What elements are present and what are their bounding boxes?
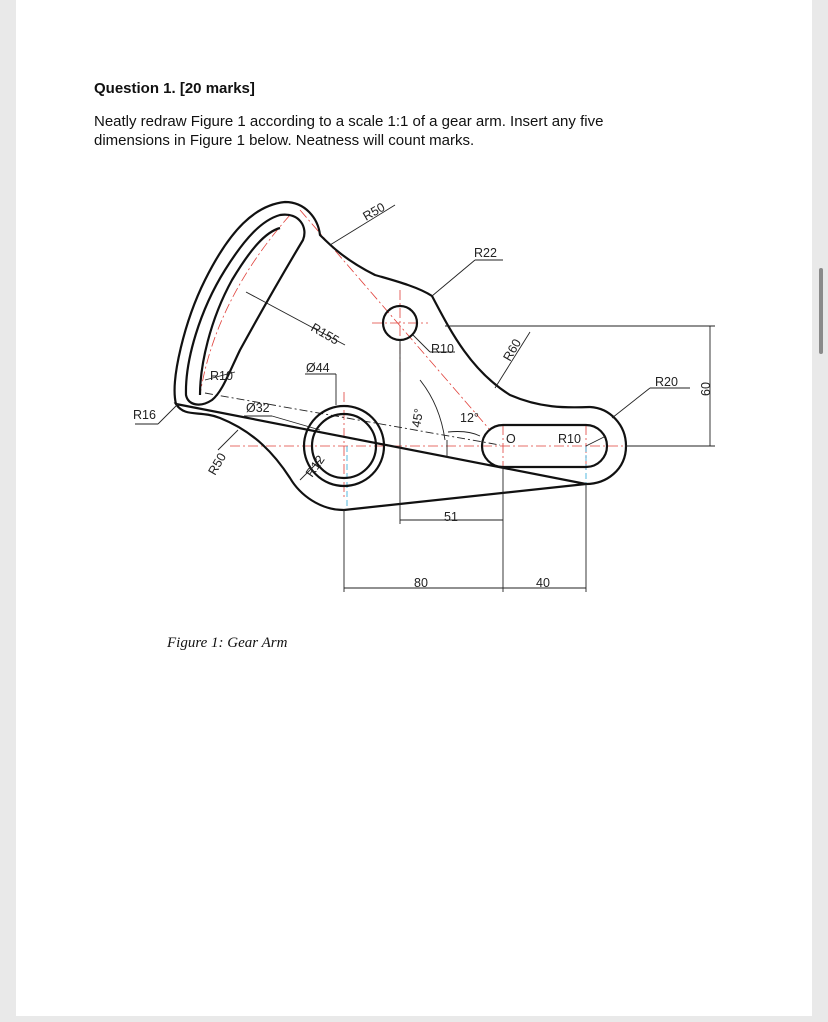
dim-r50-top: R50 [360, 200, 388, 224]
dim-12-deg: 12° [460, 411, 479, 425]
centre-lines [200, 210, 630, 500]
dim-r16: R16 [133, 408, 156, 422]
dim-d32: Ø32 [246, 401, 270, 415]
dim-r10-hole: R10 [431, 342, 454, 356]
dim-40: 40 [536, 576, 550, 590]
dim-r60: R60 [500, 336, 525, 364]
figure-caption: Figure 1: Gear Arm [167, 635, 288, 651]
dim-r22: R22 [474, 246, 497, 260]
dim-r10-slot-right: R10 [558, 432, 581, 446]
point-o-mark: O [506, 432, 516, 446]
dimension-lines [135, 205, 715, 592]
instruction-line-2: dimensions in Figure 1 below. Neatness will count marks. [94, 132, 475, 149]
question-title: Question 1. [20 marks] [94, 80, 255, 97]
dim-r10-slot-left: R10 [210, 369, 233, 383]
dim-d44: Ø44 [306, 361, 330, 375]
dim-r155: R155 [308, 320, 342, 348]
instruction-line-1: Neatly redraw Figure 1 according to a scale 1:1 of a gear arm. Insert any five [94, 113, 604, 130]
dim-r12: R12 [302, 452, 328, 480]
dim-60: 60 [699, 382, 713, 396]
dim-r20: R20 [655, 375, 678, 389]
dim-51: 51 [444, 510, 458, 524]
dim-45-deg: 45° [409, 407, 427, 429]
dim-80: 80 [414, 576, 428, 590]
dim-r50-bottom: R50 [205, 450, 230, 478]
